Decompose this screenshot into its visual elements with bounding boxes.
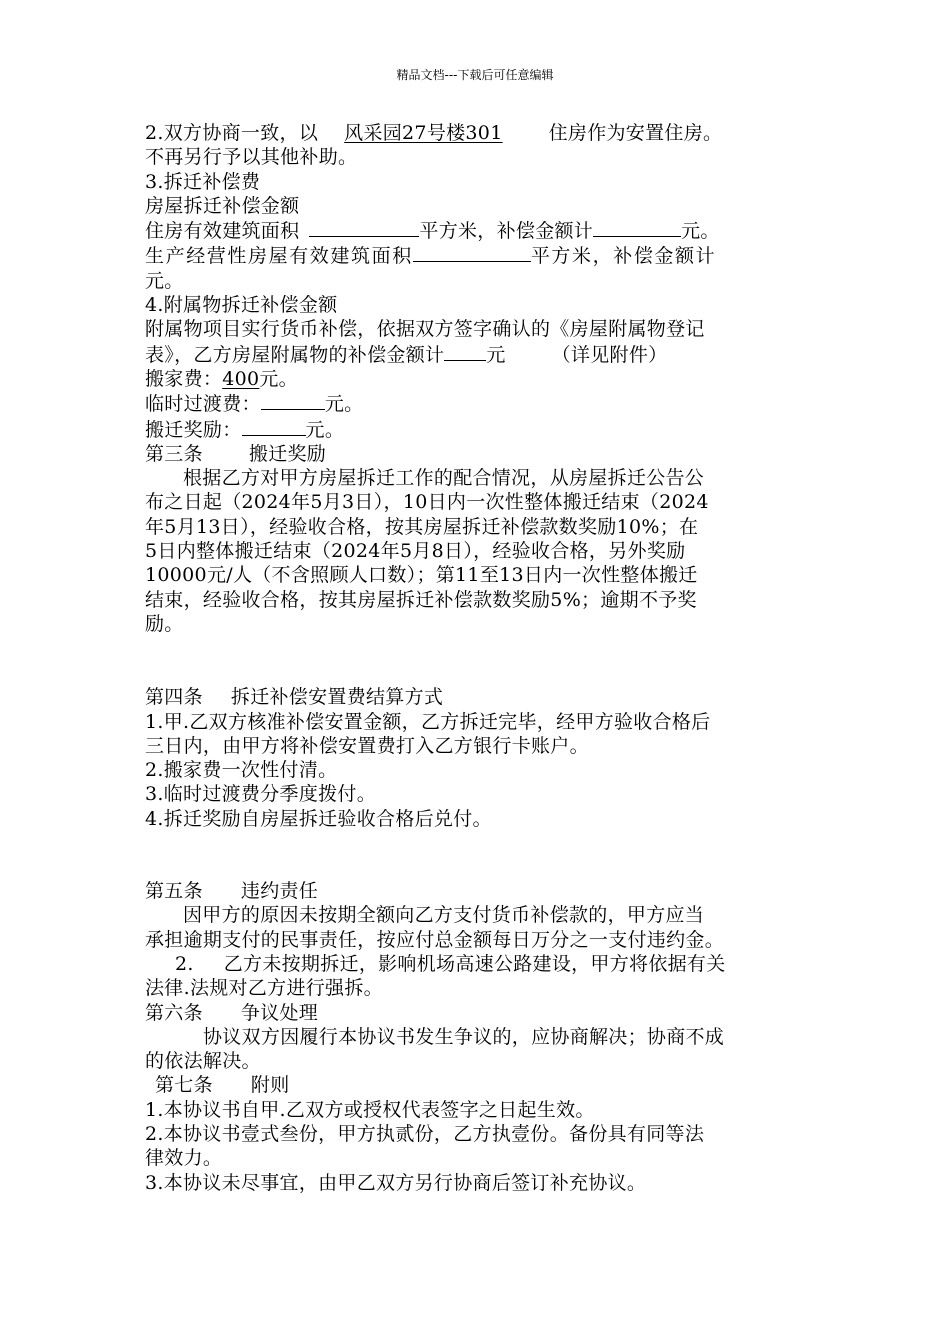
text: 元。: [324, 393, 364, 416]
text: 乙方未按期拆迁，影响机场高速公路建设，甲方将依据有关: [223, 952, 726, 975]
text: 拆迁补偿安置费结算方式: [230, 686, 444, 709]
business-area-line: [145, 243, 825, 268]
text-line: 三日内，由甲方将补偿安置费打入乙方银行卡账户。: [145, 734, 589, 757]
text: 生产经营性房屋有效建筑面积: [145, 245, 413, 268]
text-line: 的依法解决。: [145, 1050, 261, 1073]
housing-address: 风采园27号楼301: [344, 122, 503, 144]
text: 元。: [305, 418, 345, 441]
article-6-heading: [145, 1001, 825, 1025]
text-line: 励。: [145, 612, 184, 635]
article-7-heading: [145, 1073, 825, 1097]
text-line: 4.拆迁奖励自房屋拆迁验收合格后兑付。: [145, 807, 492, 830]
article-4-heading: [145, 685, 825, 709]
text-line: 承担逾期支付的民事责任，按应付总金额每日万分之一支付违约金。: [145, 928, 725, 951]
amount-blank: [261, 391, 325, 410]
text: 2.: [175, 952, 194, 975]
text: 元。: [259, 367, 298, 390]
attachment-amount-line: [145, 342, 825, 367]
text-line: 律效力。: [145, 1147, 223, 1170]
clause-2-line: [145, 121, 825, 145]
text: 平方米，补偿金额计: [419, 220, 594, 243]
text-line: 1.本协议书自甲.乙双方或授权代表签字之日起生效。: [145, 1098, 595, 1121]
text-line: 根据乙方对甲方房屋拆迁工作的配合情况，从房屋拆迁公告公: [183, 467, 705, 490]
text-line: 3.临时过渡费分季度拨付。: [145, 783, 377, 806]
text: 临时过渡费：: [145, 393, 261, 416]
text-line: 结束，经验收合格，按其房屋拆迁补偿款数奖励5%；逾期不予奖: [145, 588, 697, 611]
text-line: 房屋拆迁补偿金额: [145, 194, 300, 217]
article-5-heading: [145, 879, 825, 903]
text: 元。: [681, 220, 720, 243]
text: 违约责任: [240, 880, 319, 903]
area-blank: [413, 243, 531, 262]
text: 2.双方协商一致，以: [145, 122, 319, 144]
text-line: 4.附属物拆迁补偿金额: [145, 294, 338, 317]
text-line: 2.搬家费一次性付清。: [145, 759, 338, 782]
residential-area-line: [145, 218, 825, 243]
text-line: 5日内整体搬迁结束（2024年5月8日），经验收合格，另外奖励: [145, 540, 686, 563]
area-blank: [309, 218, 419, 237]
text: 第三条: [145, 442, 203, 465]
amount-blank: [593, 218, 681, 237]
text-line: 附属物项目实行货币补偿，依据双方签字确认的《房屋附属物登记: [145, 318, 705, 341]
text: 平方米，补偿金额计: [530, 245, 717, 268]
text: 表》，乙方房屋附属物的补偿金额计: [145, 343, 445, 366]
article-3-heading: [145, 442, 825, 466]
text: 附则: [250, 1074, 290, 1097]
text-line: 不再另行予以其他补助。: [145, 146, 358, 169]
text: （详见附件）: [551, 343, 668, 366]
text-line: 年5月13日），经验收合格，按其房屋拆迁补偿款数奖励10%；在: [145, 515, 699, 538]
text-line: 10000元/人（不含照顾人口数）；第11至13日内一次性整体搬迁: [145, 564, 698, 587]
text: 第四条: [145, 686, 203, 709]
transition-fee-line: [145, 391, 825, 416]
text-line: 2.本协议书壹式叁份，甲方执贰份，乙方执壹份。备份具有同等法: [145, 1122, 705, 1145]
text-line: 元。: [145, 269, 184, 292]
text: 搬迁奖励: [248, 442, 327, 465]
text: 住房有效建筑面积: [145, 220, 300, 243]
text: 第五条: [145, 880, 203, 903]
text: 争议处理: [240, 1001, 319, 1024]
text-line: 1.甲.乙双方核准补偿安置金额，乙方拆迁完毕，经甲方验收合格后: [145, 710, 711, 733]
amount-blank: [444, 342, 486, 361]
text: 第七条: [155, 1074, 213, 1097]
text: 搬家费：: [145, 367, 223, 390]
text: 住房作为安置住房。: [548, 122, 723, 144]
text: 第六条: [145, 1001, 203, 1024]
text: 元: [486, 343, 506, 366]
text-line: 因甲方的原因未按期全额向乙方支付货币补偿款的，甲方应当: [183, 904, 705, 927]
text-line: 协议双方因履行本协议书发生争议的，应协商解决；协商不成: [203, 1025, 725, 1048]
moving-fee-value: 400: [222, 367, 260, 390]
document-body: [145, 121, 825, 1195]
text-line: 3.拆迁补偿费: [145, 170, 261, 193]
text: 搬迁奖励：: [145, 418, 242, 441]
amount-blank: [242, 417, 306, 436]
text-line: 布之日起（2024年5月3日），10日内一次性整体搬迁结束（2024: [145, 491, 709, 514]
moving-fee-line: [145, 367, 825, 391]
clause-line: [145, 952, 825, 976]
page-header: 精品文档---下载后可任意编辑: [396, 68, 554, 82]
text-line: 法律.法规对乙方进行强拆。: [145, 977, 383, 1000]
reward-line: [145, 417, 825, 442]
text-line: 3.本协议未尽事宜，由甲乙双方另行协商后签订补充协议。: [145, 1171, 647, 1194]
